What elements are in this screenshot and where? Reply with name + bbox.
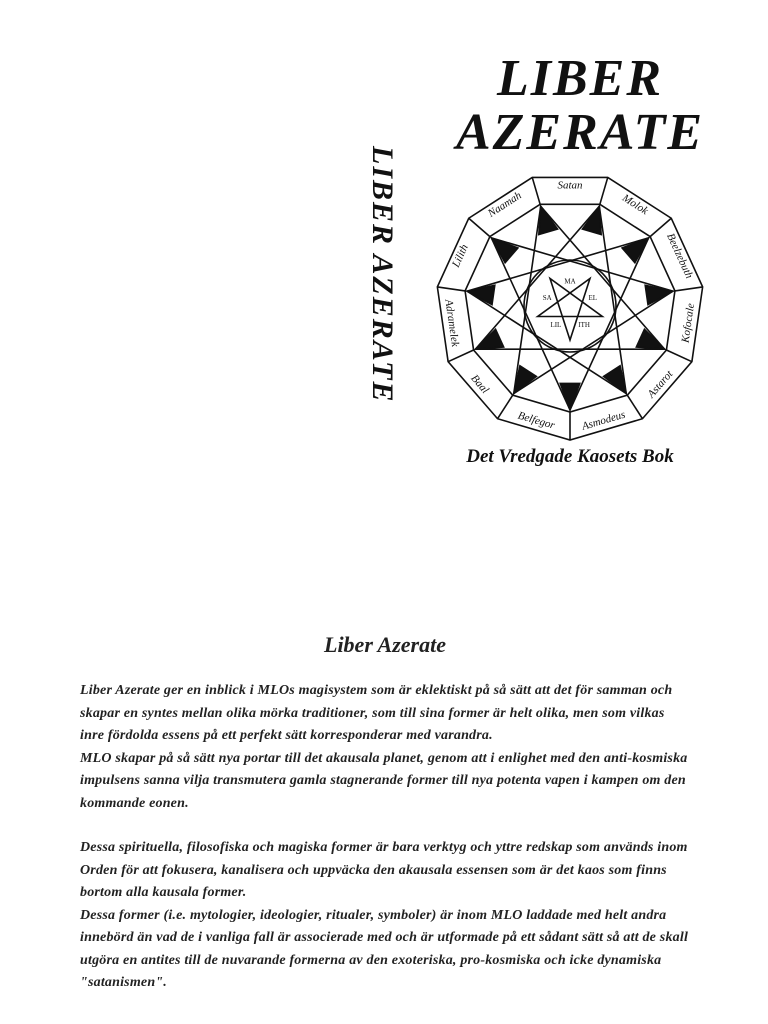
sigil-cell-divider bbox=[675, 287, 703, 291]
paragraph-1: Liber Azerate ger en inblick i MLOs magisystem som är eklektiskt på så sätt att det för samman och skapar en syntes mellan olika mörka traditioner, som till sina former är helt olika, men som vilkas inre fördolda essens på ett perfekt sätt korresponderar med varandra. bbox=[80, 683, 673, 743]
sigil-demon-name: Naamah bbox=[485, 189, 524, 220]
sigil-pentagram bbox=[538, 278, 603, 340]
text-page bbox=[80, 632, 690, 995]
sigil-demon-name: Satan bbox=[557, 179, 583, 192]
sigil-demon-name: Adramelek bbox=[442, 298, 462, 348]
cover-title bbox=[440, 52, 720, 160]
sigil-of-eleven bbox=[432, 168, 708, 444]
sigil-cell-divider bbox=[437, 287, 465, 291]
sigil-black-triangle bbox=[645, 285, 673, 304]
paragraph-3: Dessa spirituella, filosofiska och magiska former är bara verktyg och yttre redskap som används inom Orden för att fokusera, kanalisera och uppväcka den akausala essensen som är det kaos som finns bortom alla kausala former. bbox=[80, 840, 688, 900]
sigil-cell-divider bbox=[498, 395, 513, 419]
sigil-star bbox=[467, 206, 673, 410]
sigil-center-letter: EL bbox=[588, 294, 598, 303]
sigil-center-letter: MA bbox=[564, 277, 576, 286]
sigil-demon-name: Astarot bbox=[645, 368, 676, 401]
paragraph-2: MLO skapar på så sätt nya portar till det akausala planet, genom att i enlighet med den anti-kosmiska impulsens sanna vilja transmutera gamla stagnerande former till nya potenta vapen i kampen om den kommande eonen. bbox=[80, 750, 688, 811]
cover-title-line-1: LIBER bbox=[496, 50, 664, 107]
sigil-cell-divider bbox=[666, 350, 691, 362]
sigil-cell-divider bbox=[532, 177, 540, 204]
sigil-black-triangle bbox=[467, 285, 495, 304]
sigil-center-letter: LIL bbox=[550, 321, 562, 330]
sigil-demon-name: Baal bbox=[468, 372, 492, 397]
sigil-demon-name: Asmodeus bbox=[580, 408, 627, 433]
sigil-demon-name: Lilith bbox=[450, 242, 471, 270]
sigil-black-triangle bbox=[539, 206, 558, 234]
sigil-cell-divider bbox=[448, 350, 473, 362]
sigil-demon-name: Belfegor bbox=[516, 409, 557, 432]
sigil-cell-divider bbox=[627, 395, 642, 419]
spine-title: LIBER AZERATE bbox=[366, 146, 399, 404]
sigil-demon-name: Beelzebuth bbox=[664, 231, 696, 281]
sigil-demon-name: Molok bbox=[620, 192, 651, 218]
sigil-inner-ring bbox=[465, 204, 675, 412]
sigil-demon-name: Kofocale bbox=[679, 302, 698, 344]
paragraph-4: Dessa former (i.e. mytologier, ideologier, ritualer, symboler) är inom MLO laddade med helt andra innebörd än vad de i vanliga fall är associerade med och är utformade på ett sådant sätt så att de skall utgöra en antites till de nuvarande formerna av den exoteriska, pro-kosmiska och icke dynamiska "satanismen". bbox=[80, 907, 689, 990]
paragraph-gap bbox=[80, 815, 690, 837]
cover-subtitle: Det Vredgade Kaosets Bok bbox=[466, 446, 674, 467]
sigil-cell-divider bbox=[600, 177, 608, 204]
sigil-cell-divider bbox=[469, 218, 490, 236]
cover-title-line-2: AZERATE bbox=[455, 104, 705, 161]
sigil-center-letter: ITH bbox=[578, 321, 590, 330]
sigil-black-triangle bbox=[582, 206, 601, 234]
page-heading: Liber Azerate bbox=[324, 632, 446, 657]
sigil-center-letter: SA bbox=[542, 294, 552, 303]
